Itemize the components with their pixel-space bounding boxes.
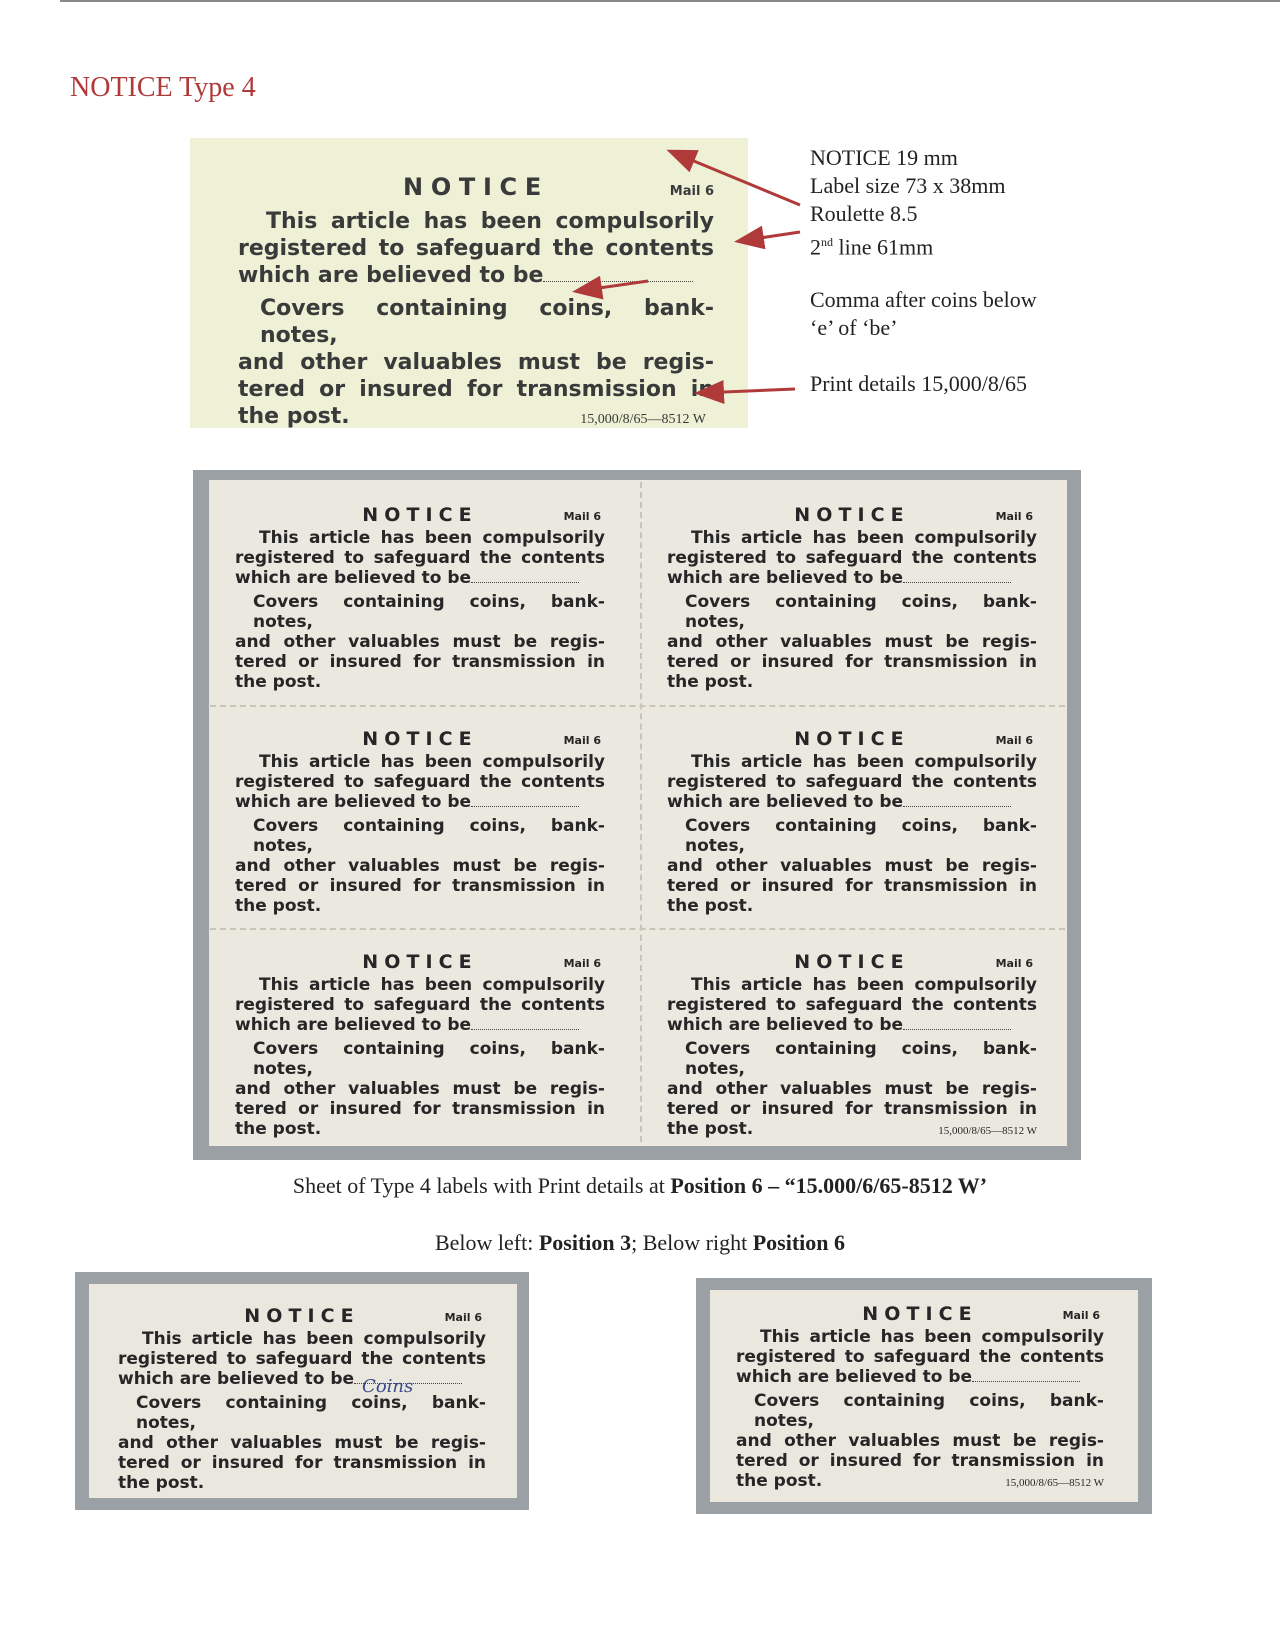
label-line: and other valuables must be regis- xyxy=(238,349,714,375)
label-line: Covers containing coins, bank-notes, xyxy=(253,816,605,857)
caption-text: Sheet of Type 4 labels with Print details at xyxy=(292,1173,671,1198)
label-line: the post. xyxy=(235,896,322,917)
caption-bold: Position 3 xyxy=(538,1230,632,1255)
roulette-horizontal xyxy=(210,928,1065,930)
annotation-print-details: Print details 15,000/8/65 xyxy=(810,371,1027,396)
label-notice-heading: NOTICE xyxy=(244,1305,360,1327)
label-line-text: which are believed to be xyxy=(667,792,904,813)
label-line-text: which are believed to be xyxy=(667,1015,904,1036)
annotation-text: line 61mm xyxy=(833,234,934,260)
arrow-comma xyxy=(578,281,648,291)
annotation-roulette: Roulette 8.5 xyxy=(810,201,918,226)
label-line xyxy=(235,568,605,588)
label-line: tered or insured for transmission in xyxy=(667,876,1037,897)
label-line xyxy=(736,1367,1104,1387)
caption-text: ; Below right xyxy=(631,1230,753,1255)
annotation-sup: nd xyxy=(821,235,833,249)
below-caption xyxy=(0,1230,1280,1256)
label-line: Covers containing coins, bank-notes, xyxy=(685,592,1037,633)
label-line: and other valuables must be regis- xyxy=(235,856,605,877)
label-notice-heading: NOTICE xyxy=(862,1303,978,1325)
label-line-text: which are believed to be xyxy=(118,1369,355,1390)
dotted-line xyxy=(972,1381,1080,1382)
dotted-line xyxy=(903,806,1011,807)
label-line: registered to safeguard the contents xyxy=(235,995,605,1016)
dotted-line xyxy=(903,582,1011,583)
label-mail-code: Mail 6 xyxy=(563,733,601,747)
label-line: the post. xyxy=(238,403,350,429)
label-line: tered or insured for transmission in xyxy=(235,876,605,897)
label-mail-code: Mail 6 xyxy=(995,733,1033,747)
label-mail-code: Mail 6 xyxy=(1062,1308,1100,1322)
label-mail-code: Mail 6 xyxy=(995,956,1033,970)
label-line: tered or insured for transmission in xyxy=(667,652,1037,673)
label-line: tered or insured for transmission in xyxy=(235,652,605,673)
label-position-3 xyxy=(118,1306,486,1493)
label-line: and other valuables must be regis- xyxy=(667,856,1037,877)
label-line xyxy=(235,1015,605,1035)
label-line: Covers containing coins, bank-notes, xyxy=(754,1391,1104,1432)
dotted-line xyxy=(471,1029,579,1030)
label-line: This article has been compulsorily xyxy=(142,1329,486,1350)
label-line: registered to safeguard the contents xyxy=(235,772,605,793)
label-line: the post. xyxy=(667,1119,754,1140)
dotted-line xyxy=(354,1376,462,1398)
sheet-label-position-6 xyxy=(667,952,1037,1141)
print-details: 15,000/8/65—8512 W xyxy=(580,411,706,427)
sheet-label-position-5 xyxy=(235,952,605,1139)
label-line: registered to safeguard the contents xyxy=(118,1349,486,1370)
sheet-label-position-3 xyxy=(235,729,605,916)
label-line: This article has been compulsorily xyxy=(259,752,605,773)
sheet-label-position-4 xyxy=(667,729,1037,916)
label-line: tered or insured for transmission in xyxy=(736,1451,1104,1472)
label-mail-code: Mail 6 xyxy=(563,509,601,523)
label-mail-code: Mail 6 xyxy=(995,509,1033,523)
arrow-second-line xyxy=(740,232,800,241)
label-line: tered or insured for transmission in xyxy=(235,1099,605,1120)
label-line: This article has been compulsorily xyxy=(760,1327,1104,1348)
label-line xyxy=(667,1015,1037,1035)
label-line xyxy=(235,792,605,812)
label-mail-code: Mail 6 xyxy=(669,184,714,199)
label-notice-heading: NOTICE xyxy=(794,504,910,526)
label-line: registered to safeguard the contents xyxy=(736,1347,1104,1368)
label-line: and other valuables must be regis- xyxy=(667,632,1037,653)
label-line-text: which are believed to be xyxy=(736,1367,973,1388)
label-line: and other valuables must be regis- xyxy=(667,1079,1037,1100)
label-mail-code: Mail 6 xyxy=(563,956,601,970)
dotted-line xyxy=(903,1029,1011,1030)
label-line: the post. xyxy=(235,672,322,693)
label-line-text: which are believed to be xyxy=(238,262,544,288)
label-line: Covers containing coins, bank-notes, xyxy=(260,295,714,348)
label-line: and other valuables must be regis- xyxy=(235,632,605,653)
annotation-text: Comma after coins below xyxy=(810,287,1037,312)
label-line-text: which are believed to be xyxy=(667,568,904,589)
label-line: and other valuables must be regis- xyxy=(235,1079,605,1100)
label-line: and other valuables must be regis- xyxy=(736,1431,1104,1452)
label-line: This article has been compulsorily xyxy=(266,208,714,234)
sheet-caption xyxy=(0,1173,1280,1199)
label-line: registered to safeguard the contents xyxy=(235,548,605,569)
roulette-vertical xyxy=(640,482,642,1142)
label-line: Covers containing coins, bank-notes, xyxy=(685,816,1037,857)
caption-bold: Position 6 – “15.000/6/65-8512 W’ xyxy=(670,1173,988,1198)
label-line: registered to safeguard the contents xyxy=(667,772,1037,793)
sheet-label-position-1 xyxy=(235,505,605,692)
print-details: 15,000/8/65—8512 W xyxy=(1005,1477,1104,1490)
label-line: This article has been compulsorily xyxy=(259,975,605,996)
label-line-text: which are believed to be xyxy=(235,792,472,813)
annotation-text: ‘e’ of ‘be’ xyxy=(810,315,898,340)
label-line xyxy=(667,568,1037,588)
label-line: tered or insured for transmission in xyxy=(238,376,714,402)
label-notice-heading: NOTICE xyxy=(362,951,478,973)
label-line xyxy=(118,1369,486,1398)
label-line: the post. xyxy=(667,672,754,693)
handwritten-coins: Coins xyxy=(362,1376,414,1398)
label-line: Covers containing coins, bank-notes, xyxy=(136,1393,486,1434)
label-line: This article has been compulsorily xyxy=(691,528,1037,549)
label-line: the post. xyxy=(736,1471,823,1492)
annotation-text: 2 xyxy=(810,234,821,260)
dotted-line xyxy=(471,582,579,583)
annotation-notice-size: NOTICE 19 mm xyxy=(810,145,958,170)
arrow-print xyxy=(700,389,795,393)
label-line xyxy=(667,792,1037,812)
label-line: This article has been compulsorily xyxy=(691,975,1037,996)
label-mail-code: Mail 6 xyxy=(444,1310,482,1324)
label-line: registered to safeguard the contents xyxy=(667,548,1037,569)
label-line: This article has been compulsorily xyxy=(259,528,605,549)
label-notice-heading: NOTICE xyxy=(362,728,478,750)
label-line: the post. xyxy=(667,896,754,917)
label-line: Covers containing coins, bank-notes, xyxy=(253,592,605,633)
label-position-6 xyxy=(736,1304,1104,1493)
label-line-text: which are believed to be xyxy=(235,568,472,589)
label-notice-heading: NOTICE xyxy=(362,504,478,526)
annotation-arrows xyxy=(0,0,1280,450)
label-line: This article has been compulsorily xyxy=(691,752,1037,773)
label-line: registered to safeguard the contents xyxy=(238,235,714,261)
label-line: registered to safeguard the contents xyxy=(667,995,1037,1016)
label-notice-heading: NOTICE xyxy=(403,173,549,201)
caption-text: Below left: xyxy=(434,1230,539,1255)
dotted-line xyxy=(471,806,579,807)
label-line: and other valuables must be regis- xyxy=(118,1433,486,1454)
annotation-label-size: Label size 73 x 38mm xyxy=(810,173,1006,198)
roulette-horizontal xyxy=(210,705,1065,707)
caption-bold: Position 6 xyxy=(752,1230,846,1255)
label-line: the post. xyxy=(235,1119,322,1140)
label-line: Covers containing coins, bank-notes, xyxy=(253,1039,605,1080)
print-details: 15,000/8/65—8512 W xyxy=(938,1125,1037,1138)
label-line: the post. xyxy=(118,1473,205,1494)
label-notice-heading: NOTICE xyxy=(794,951,910,973)
label-line: tered or insured for transmission in xyxy=(118,1453,486,1474)
label-line: tered or insured for transmission in xyxy=(667,1099,1037,1120)
sheet-label-position-2 xyxy=(667,505,1037,692)
page-title: NOTICE Type 4 xyxy=(70,72,256,103)
label-notice-heading: NOTICE xyxy=(794,728,910,750)
label-line: Covers containing coins, bank-notes, xyxy=(685,1039,1037,1080)
arrow-notice xyxy=(669,152,800,205)
label-line-text: which are believed to be xyxy=(235,1015,472,1036)
